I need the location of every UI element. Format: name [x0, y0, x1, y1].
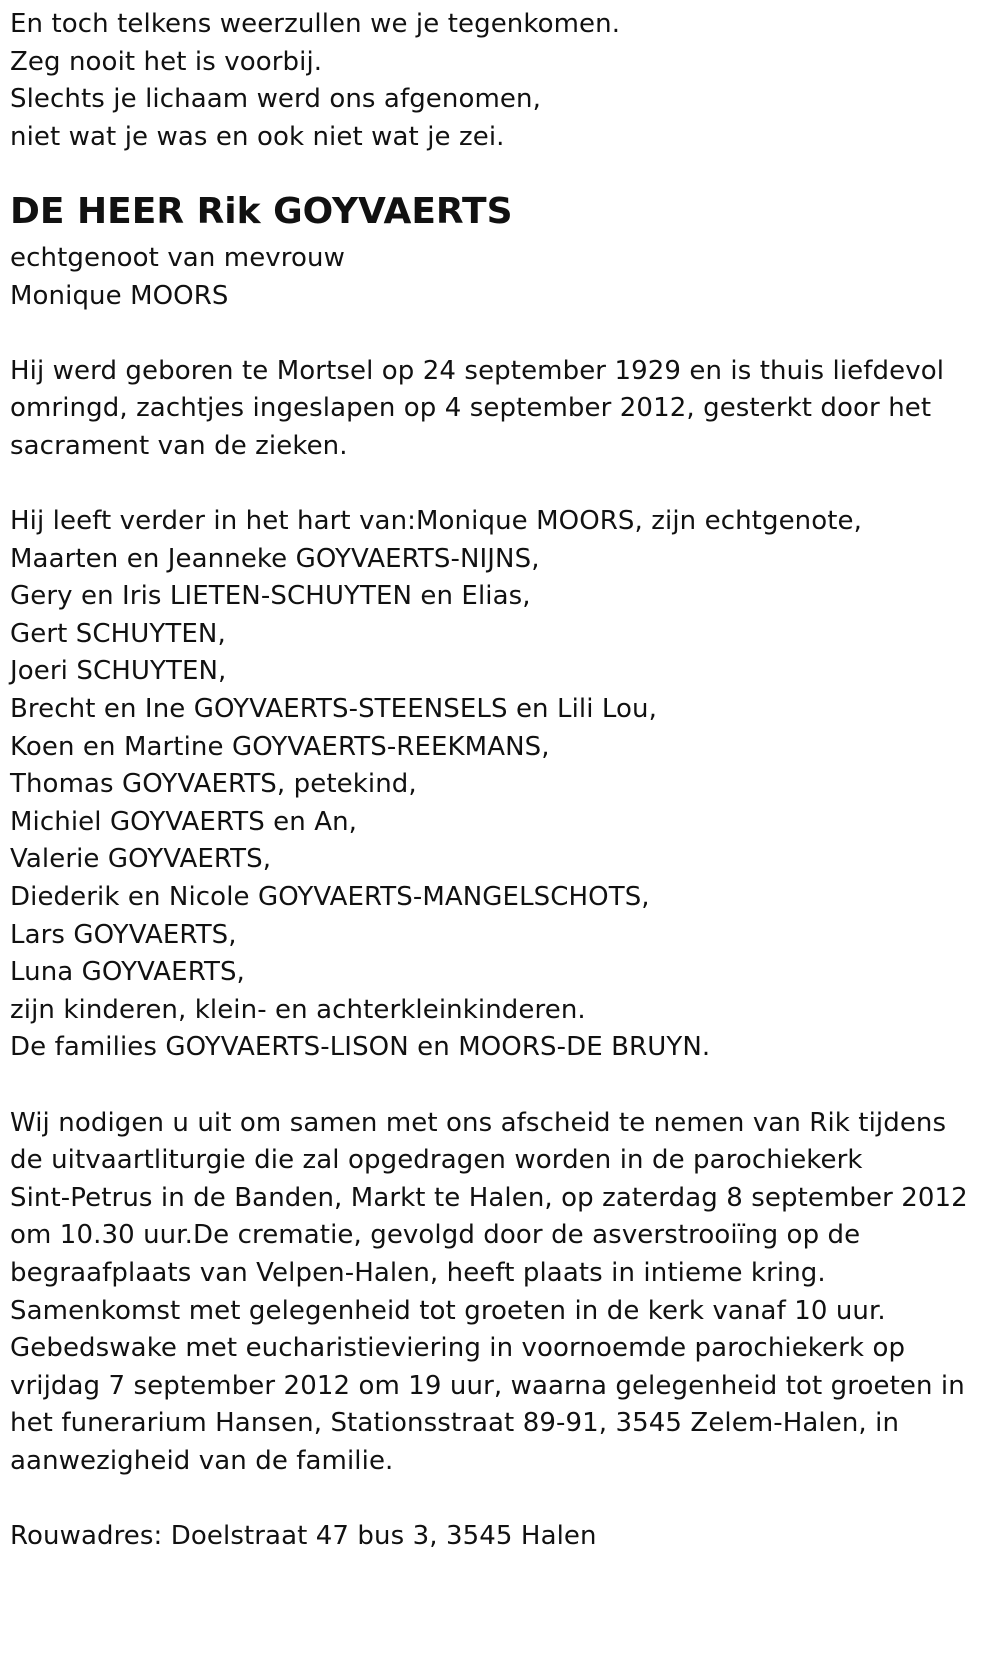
- survivor-line: Hij leeft verder in het hart van:Monique MOORS, zijn echtgenote,: [10, 506, 863, 536]
- ceremony-line: Wij nodigen u uit om samen met ons afscheid te nemen van Rik tijdens: [10, 1108, 947, 1138]
- mourning-address: Rouwadres: Doelstraat 47 bus 3, 3545 Halen: [10, 1521, 597, 1551]
- poem-line: Slechts je lichaam werd ons afgenomen,: [10, 84, 541, 114]
- survivor-line: Luna GOYVAERTS,: [10, 957, 245, 987]
- survivor-line: Valerie GOYVAERTS,: [10, 844, 272, 874]
- ceremony-line: aanwezigheid van de familie.: [10, 1446, 394, 1476]
- ceremony-line: het funerarium Hansen, Stationsstraat 89-91, 3545 Zelem-Halen, in: [10, 1408, 900, 1438]
- survivor-line: Gert SCHUYTEN,: [10, 619, 226, 649]
- survivor-line: Thomas GOYVAERTS, petekind,: [10, 769, 417, 799]
- deceased-name: DE HEER Rik GOYVAERTS: [10, 191, 513, 232]
- poem-line: niet wat je was en ook niet wat je zei.: [10, 122, 505, 152]
- birth-death-line: Hij werd geboren te Mortsel op 24 september 1929 en is thuis liefdevol: [10, 356, 945, 386]
- survivor-line: Gery en Iris LIETEN-SCHUYTEN en Elias,: [10, 581, 531, 611]
- survivor-line: Brecht en Ine GOYVAERTS-STEENSELS en Lili Lou,: [10, 694, 657, 724]
- survivor-line: Lars GOYVAERTS,: [10, 920, 237, 950]
- ceremony-line: de uitvaartliturgie die zal opgedragen worden in de parochiekerk: [10, 1145, 863, 1175]
- ceremony-line: begraafplaats van Velpen-Halen, heeft plaats in intieme kring.: [10, 1258, 826, 1288]
- survivor-line: Diederik en Nicole GOYVAERTS-MANGELSCHOTS,: [10, 882, 650, 912]
- ceremony-line: Samenkomst met gelegenheid tot groeten in de kerk vanaf 10 uur.: [10, 1296, 886, 1326]
- survivor-line: Joeri SCHUYTEN,: [10, 656, 227, 686]
- birth-death-line: sacrament van de zieken.: [10, 431, 348, 461]
- birth-death-line: omringd, zachtjes ingeslapen op 4 september 2012, gesterkt door het: [10, 393, 932, 423]
- survivor-line: Koen en Martine GOYVAERTS-REEKMANS,: [10, 732, 550, 762]
- survivor-line: Maarten en Jeanneke GOYVAERTS-NIJNS,: [10, 544, 540, 574]
- poem-line: En toch telkens weerzullen we je tegenkomen.: [10, 9, 621, 39]
- poem-line: Zeg nooit het is voorbij.: [10, 47, 323, 77]
- ceremony-line: Gebedswake met eucharistieviering in voornoemde parochiekerk op: [10, 1333, 906, 1363]
- survivor-line: zijn kinderen, klein- en achterkleinkinderen.: [10, 995, 586, 1025]
- ceremony-line: vrijdag 7 september 2012 om 19 uur, waarna gelegenheid tot groeten in: [10, 1371, 965, 1401]
- survivor-line: De families GOYVAERTS-LISON en MOORS-DE BRUYN.: [10, 1032, 711, 1062]
- spouse-intro: echtgenoot van mevrouw: [10, 243, 345, 273]
- spouse-name: Monique MOORS: [10, 281, 229, 311]
- ceremony-line: Sint-Petrus in de Banden, Markt te Halen, op zaterdag 8 september 2012: [10, 1183, 968, 1213]
- survivor-line: Michiel GOYVAERTS en An,: [10, 807, 358, 837]
- ceremony-line: om 10.30 uur.De crematie, gevolgd door de asverstrooiïng op de: [10, 1220, 861, 1250]
